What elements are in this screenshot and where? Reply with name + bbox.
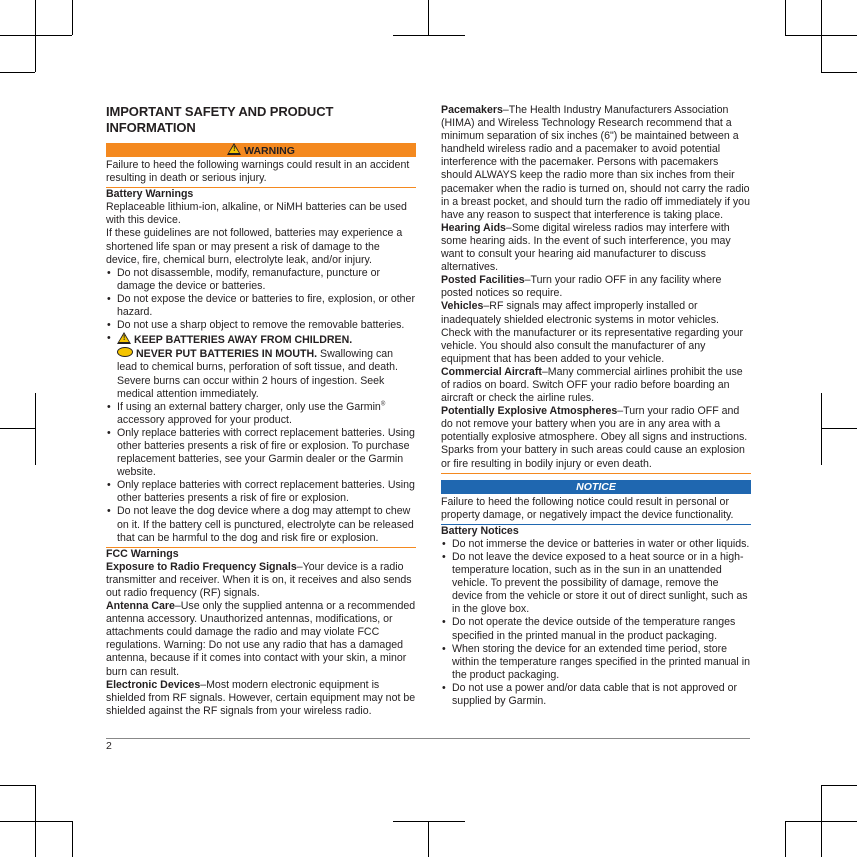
list-item: • Do not immerse the device or batteries in water or other liquids. xyxy=(441,538,751,551)
page-number: 2 xyxy=(106,740,112,752)
hearing-paragraph xyxy=(441,222,751,274)
vehicles-paragraph xyxy=(441,300,751,365)
fcc-exposure xyxy=(106,561,416,600)
battery-notice-list xyxy=(441,538,751,708)
list-item: • Do not leave the dog device where a dog may attempt to chew on it. If the battery cell is punctured, electrolyte can be released that can be harmful to the dog and risk fire or explosion. xyxy=(106,505,416,544)
pacemakers-label: Pacemakers xyxy=(441,104,503,116)
posted-paragraph xyxy=(441,274,751,300)
vehicles-label: Vehicles xyxy=(441,300,484,313)
pacemakers-paragraph xyxy=(441,104,751,222)
list-item: • Only replace batteries with correct replacement batteries. Using other batteries presents a risk of fire or explosion. To purchase replacement batteries, see your Garmin dealer or the Garmin website. xyxy=(106,427,416,479)
list-item xyxy=(106,401,416,427)
battery-paragraph: Replaceable lithium-ion, alkaline, or NiMH batteries can be used with this device. xyxy=(106,201,407,227)
antenna-text: –Use only the supplied antenna or a recommended antenna accessory. Unauthorized antennas, modifications, or attachments could damage the radio and may violate FCC regulations. Warning: Do not use any radio that has a damaged antenna, because if it comes into contact with your skin, a minor burn can result. xyxy=(106,600,416,678)
explosive-paragraph xyxy=(441,405,751,470)
page-title: IMPORTANT SAFETY AND PRODUCT INFORMATION xyxy=(106,104,334,135)
battery-paragraph: If these guidelines are not followed, batteries may experience a shortened life span or may present a risk of damage to the device, fire, chemical burn, electrolyte leak, and/or injury. xyxy=(106,227,403,266)
warning-icon: • ! xyxy=(117,332,131,344)
posted-label: Posted Facilities xyxy=(441,274,525,287)
list-item: • Only replace batteries with correct replacement batteries. Using other batteries presents a risk of fire or explosion. xyxy=(106,479,416,505)
aircraft-text: –Many commercial airlines prohibit the use of radios on board. Switch OFF your radio before boarding an aircraft or check the airline rules. xyxy=(441,365,743,405)
list-item xyxy=(106,332,416,400)
warning-icon: ! xyxy=(227,143,241,155)
list-item: • When storing the device for an extended time period, store within the temperature ranges specified in the printed manual in the product packaging. xyxy=(441,643,751,682)
battery-warning-list xyxy=(106,267,416,545)
list-item: • Do not use a sharp object to remove the removable batteries. xyxy=(106,319,416,332)
posted-text: –Turn your radio OFF in any facility where posted notices so require. xyxy=(441,274,722,300)
list-item: • Do not disassemble, modify, remanufacture, puncture or damage the device or batteries. xyxy=(106,267,416,293)
electronic-label: Electronic Devices xyxy=(106,678,201,691)
fcc-heading: FCC Warnings xyxy=(106,547,179,560)
battery-warnings-heading: Battery Warnings xyxy=(106,188,194,201)
right-column xyxy=(441,104,751,708)
explosive-label: Potentially Explosive Atmospheres xyxy=(441,405,618,418)
divider xyxy=(441,473,751,474)
electronic-text: –Most modern electronic equipment is shielded from RF signals. However, certain equipment may not be shielded against the RF signals from your wireless radio. xyxy=(106,678,416,717)
fcc-antenna xyxy=(106,600,416,679)
hearing-text: –Some digital wireless radios may interfere with some hearing aids. In the event of such interference, you may want to consult your hearing aid manufacturer to discuss alternatives. xyxy=(441,221,731,274)
list-item: • Do not operate the device outside of the temperature ranges specified in the printed manual in the product packaging. xyxy=(441,616,751,642)
mouth-warning-text: Swallowing can lead to chemical burns, perforation of soft tissue, and death. Severe burns can occur within 2 hours of ingestion. Seek medical attention immediately. xyxy=(117,348,398,400)
explosive-text: –Turn your radio OFF and do not remove your battery when you are in any area with a potentially explosive atmosphere. Obey all signs and instructions. Sparks from your battery in such areas could cause an explosion or fire resulting in bodily injury or even death. xyxy=(441,405,748,470)
warning-banner xyxy=(106,143,416,157)
vehicles-text: –RF signals may affect improperly installed or inadequately shielded electronic systems in motor vehicles. Check with the manufacturer or its representative regarding your vehicle. You should also consult the manufacturer of any equipment that has been added to your vehicle. xyxy=(441,300,744,365)
exposure-label: Exposure to Radio Frequency Signals xyxy=(106,560,297,573)
exposure-text: –Your device is a radio transmitter and receiver. When it is on, it receives and also sends out radio frequency (RF) signals. xyxy=(106,560,412,599)
pacemakers-text: –The Health Industry Manufacturers Association (HIMA) and Wireless Technology Research recommend that a minimum separation of six inches (6") be maintained between a handheld wireless radio and a pacemaker to avoid potential interference with the pacemaker. Persons with pacemakers should ALWAYS keep the radio more than six inches from their pacemaker when the radio is turned on, should not carry the radio in a breast pocket, and should turn the radio off immediately if you have any reason to suspect that interference is taking place. xyxy=(441,104,750,221)
coin-battery-icon xyxy=(117,347,133,357)
footer-divider xyxy=(106,738,750,739)
warning-label: WARNING xyxy=(244,145,295,157)
battery-notices-heading: Battery Notices xyxy=(441,524,519,537)
keep-away-text: KEEP BATTERIES AWAY FROM CHILDREN. xyxy=(134,334,353,347)
aircraft-paragraph xyxy=(441,366,751,405)
left-column xyxy=(106,104,416,718)
aircraft-label: Commercial Aircraft xyxy=(441,365,542,378)
notice-intro: Failure to heed the following notice could result in personal or property damage, or negatively impact the device functionality. xyxy=(441,495,734,521)
list-item: • Do not use a power and/or data cable that is not approved or supplied by Garmin. xyxy=(441,682,751,708)
list-item: • Do not leave the device exposed to a heat source or in a high-temperature location, such as in the sun in an unattended vehicle. To prevent the possibility of damage, remove the device from the vehicle or store it out of direct sunlight, such as in the glove box. xyxy=(441,551,751,616)
charger-text: If using an external battery charger, only use the Garmin xyxy=(117,400,381,413)
list-item: • Do not expose the device or batteries to fire, explosion, or other hazard. xyxy=(106,293,416,319)
antenna-label: Antenna Care xyxy=(106,600,175,613)
warning-intro: Failure to heed the following warnings could result in an accident resulting in death or serious injury. xyxy=(106,159,410,185)
fcc-electronic xyxy=(106,679,416,718)
charger-text-end: accessory approved for your product. xyxy=(117,413,292,426)
registered-mark: ® xyxy=(380,401,386,408)
mouth-warning-bold: NEVER PUT BATTERIES IN MOUTH. xyxy=(136,348,318,361)
hearing-label: Hearing Aids xyxy=(441,221,506,234)
notice-banner: NOTICE xyxy=(441,480,751,494)
